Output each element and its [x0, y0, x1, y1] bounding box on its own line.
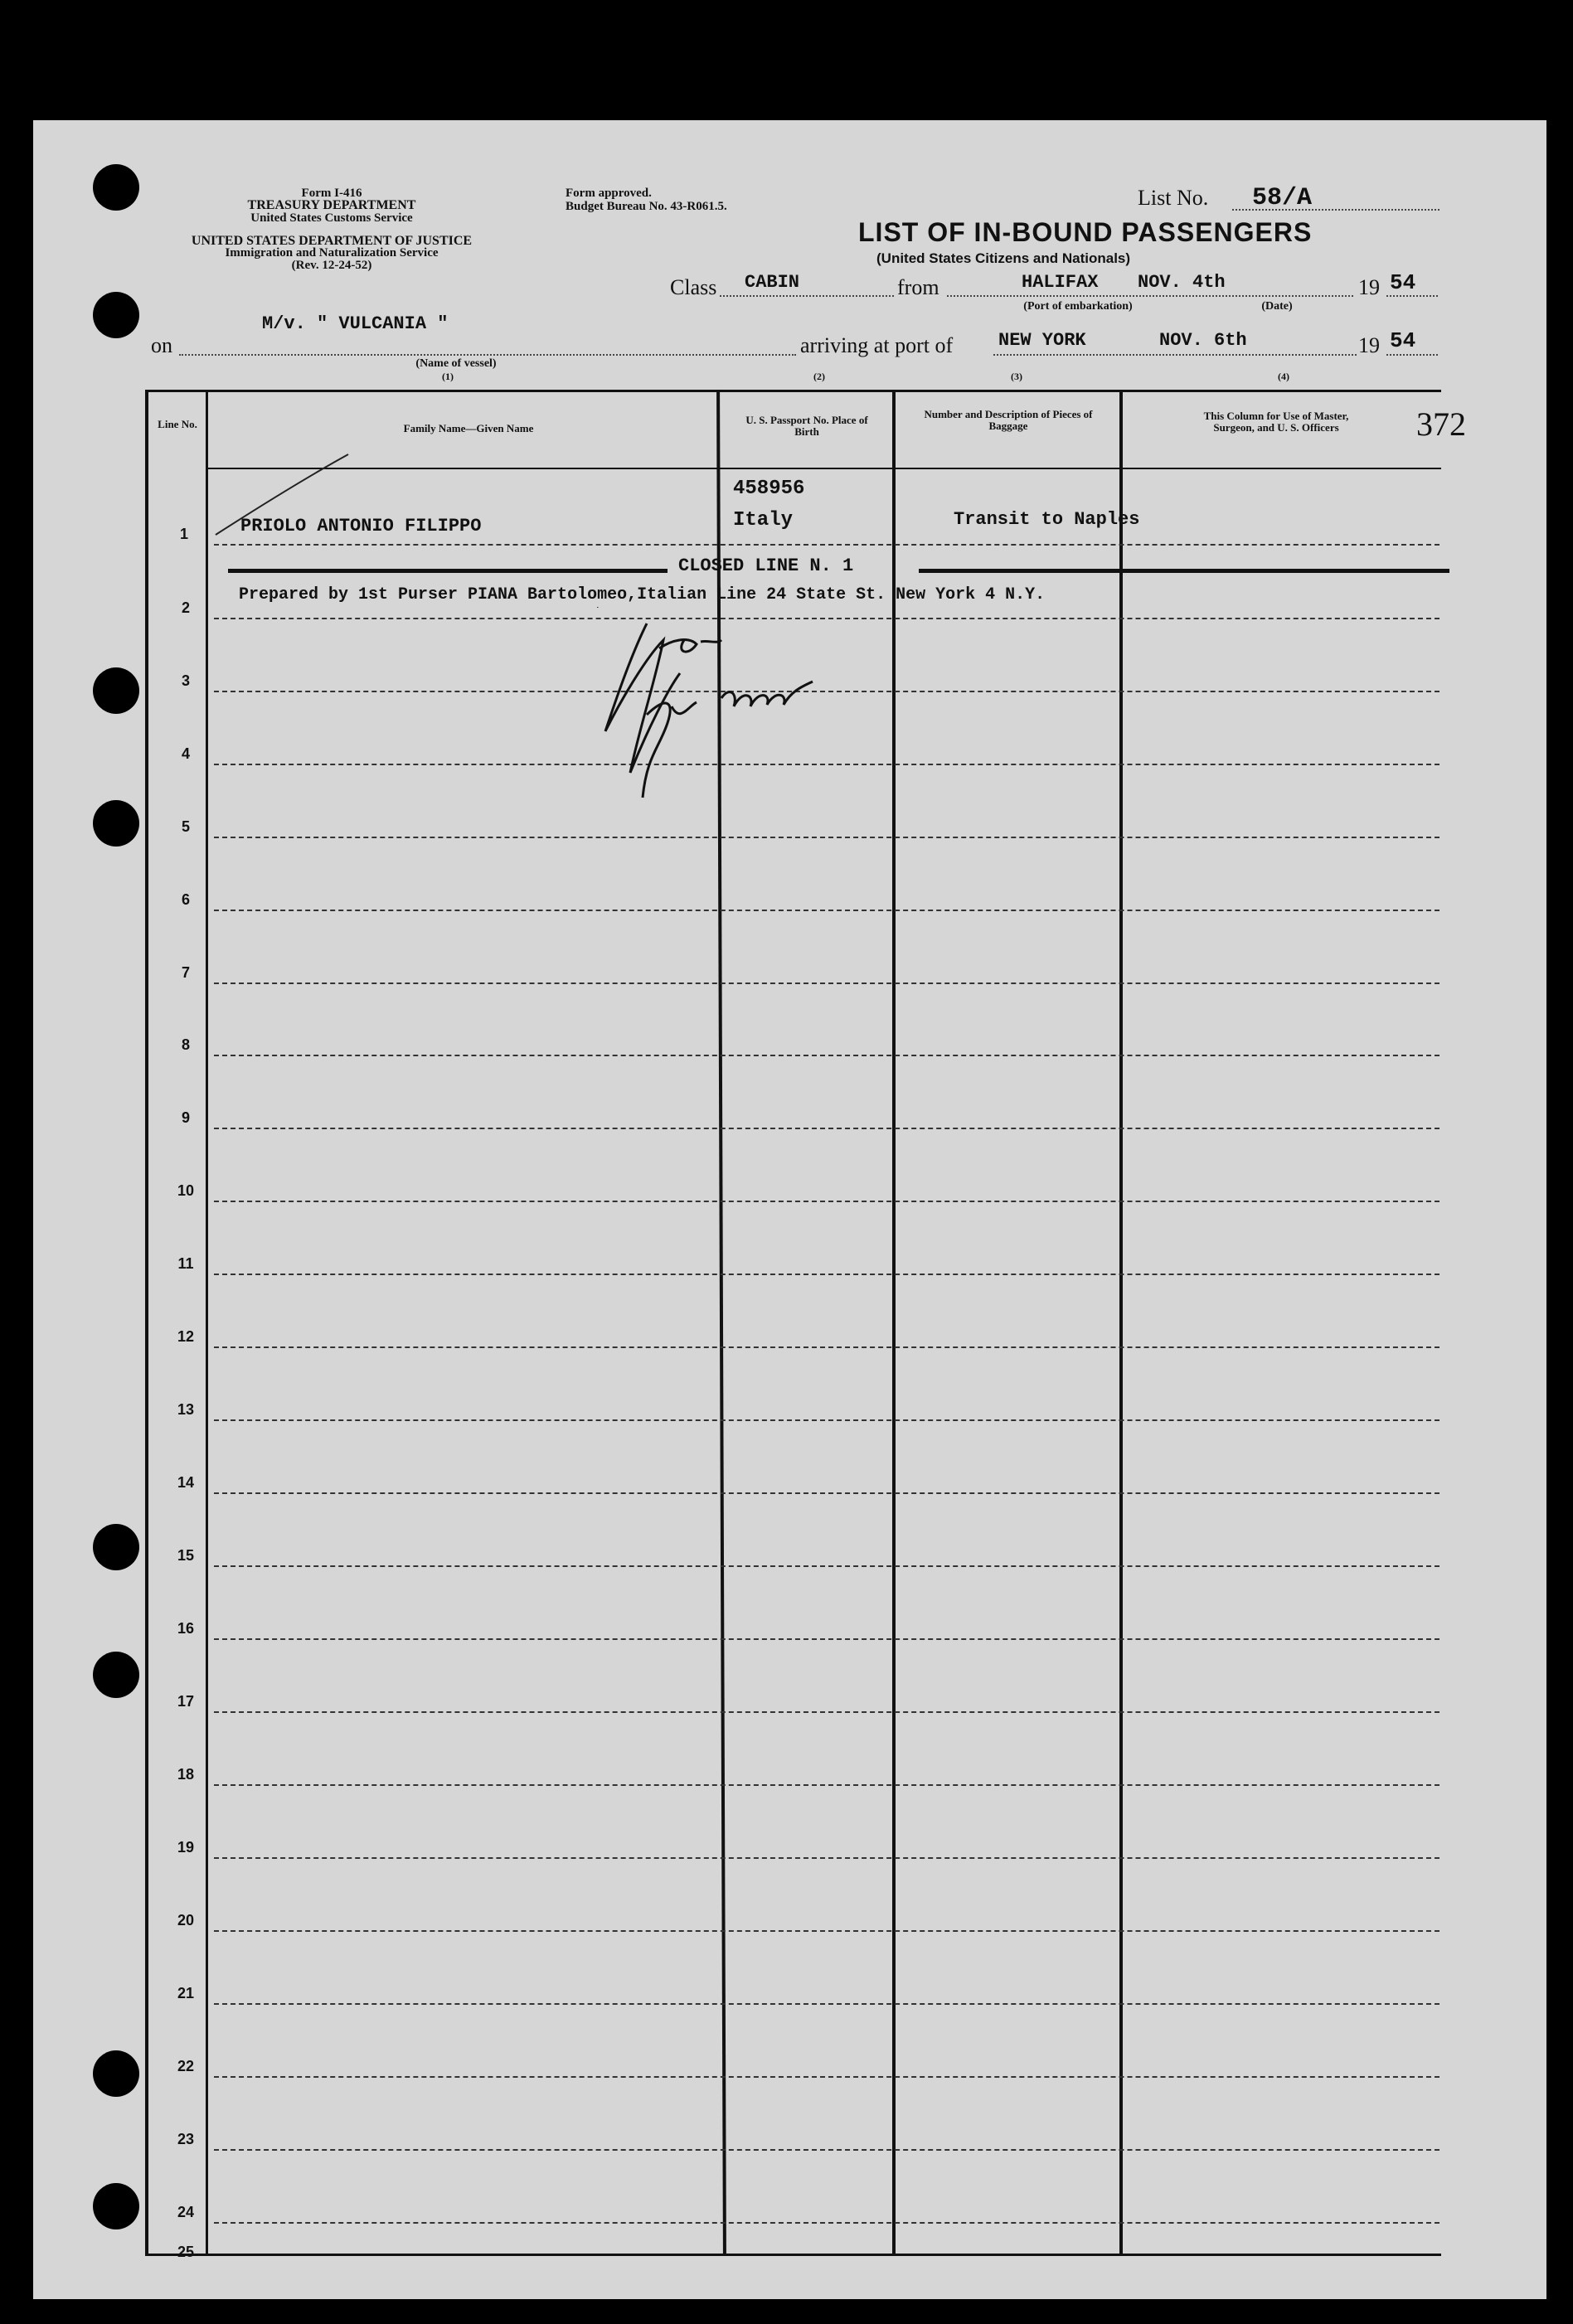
line-number: 14 — [177, 1474, 195, 1491]
binder-hole — [93, 800, 139, 847]
line-number: 23 — [177, 2131, 195, 2147]
list-label: List No. — [1138, 186, 1209, 210]
list-number-line — [1232, 209, 1439, 211]
class-value: CABIN — [745, 272, 800, 293]
on-label: on — [151, 333, 172, 357]
line-number: 15 — [177, 1547, 195, 1564]
row-guide-line — [214, 2003, 1439, 2005]
binder-hole — [93, 1652, 139, 1698]
vessel-name: M/v. " VULCANIA " — [262, 313, 449, 334]
line-number: 7 — [181, 964, 190, 981]
line-number: 20 — [177, 1912, 195, 1929]
baggage-note: Transit to Naples — [954, 509, 1140, 530]
row-guide-line — [214, 1128, 1439, 1129]
row-guide-line — [214, 1857, 1439, 1859]
from-line — [947, 295, 1353, 297]
closed-line-text: CLOSED LINE N. 1 — [678, 556, 854, 576]
arrival-line — [993, 354, 1357, 356]
passport-divider — [892, 390, 896, 2256]
page-title: LIST OF IN-BOUND PASSENGERS — [858, 217, 1313, 247]
col-number-4: (4) — [1278, 371, 1289, 382]
line-number: 9 — [181, 1109, 190, 1126]
year-line — [1386, 295, 1438, 297]
class-label: Class — [670, 275, 717, 299]
row-guide-line — [214, 1419, 1439, 1421]
stamp-number: 372 — [1416, 405, 1466, 443]
binder-hole — [93, 667, 139, 714]
line-number: 25 — [177, 2244, 195, 2260]
birthplace: Italy — [733, 509, 794, 531]
passenger-name: PRIOLO ANTONIO FILIPPO — [240, 516, 482, 536]
pen-stroke — [207, 448, 357, 539]
class-line — [720, 295, 894, 297]
line-number: 10 — [177, 1182, 195, 1199]
table-left-border — [145, 390, 148, 2256]
justice-department: UNITED STATES DEPARTMENT OF JUSTICE — [191, 234, 473, 248]
form-number: Form I-416 — [301, 187, 362, 200]
row-guide-line — [214, 982, 1439, 984]
row-guide-line — [214, 2076, 1439, 2078]
col-header-baggage: Number and Description of Pieces of Baggage — [924, 408, 1093, 432]
binder-hole — [93, 292, 139, 338]
passport-number: 458956 — [733, 478, 805, 500]
vessel-col-number: (1) — [442, 371, 454, 382]
departure-year: 54 — [1390, 270, 1416, 295]
immigration-service: Immigration and Naturalization Service — [225, 246, 439, 260]
binder-hole — [93, 2050, 139, 2097]
port-caption: (Port of embarkation) — [1023, 300, 1133, 313]
line-number: 11 — [177, 1255, 194, 1272]
closed-line-left — [228, 569, 668, 573]
from-port: HALIFAX — [1022, 272, 1099, 293]
arrival-year-line — [1386, 354, 1438, 356]
budget-bureau: Budget Bureau No. 43-R061.5. — [566, 200, 727, 213]
row-guide-line — [214, 2149, 1439, 2151]
binder-hole — [93, 1524, 139, 1570]
line-number: 19 — [177, 1839, 195, 1856]
revision-date: (Rev. 12-24-52) — [291, 259, 372, 272]
line-number: 16 — [177, 1620, 195, 1637]
arrival-date: NOV. 6th — [1159, 330, 1247, 351]
table-top-border — [145, 390, 1441, 392]
row-guide-line — [214, 1930, 1439, 1932]
row-guide-line — [214, 2222, 1439, 2224]
handwritten-signature — [597, 607, 846, 806]
line-number: 2 — [181, 599, 190, 616]
departure-date: NOV. 4th — [1138, 272, 1226, 293]
line-number: 8 — [181, 1036, 190, 1053]
vessel-line — [179, 354, 796, 356]
line-number: 3 — [181, 672, 190, 689]
row-guide-line — [214, 1274, 1439, 1275]
line-number: 18 — [177, 1766, 195, 1783]
list-number: 58/A — [1252, 184, 1313, 212]
row-guide-line — [214, 1711, 1439, 1713]
arrival-year-prefix: 19 — [1358, 333, 1380, 357]
col-number-3: (3) — [1011, 371, 1022, 382]
col-header-passport: U. S. Passport No. Place of Birth — [745, 414, 868, 438]
vessel-caption: (Name of vessel) — [415, 357, 497, 370]
baggage-divider — [1119, 390, 1123, 2256]
row-guide-line — [214, 1784, 1439, 1786]
arriving-label: arriving at port of — [800, 333, 954, 357]
line-number: 1 — [179, 526, 188, 542]
customs-service: United States Customs Service — [250, 211, 413, 225]
line-number: 21 — [177, 1985, 195, 2001]
binder-hole — [93, 164, 139, 211]
row-guide-line — [214, 1201, 1439, 1202]
row-guide-line — [214, 910, 1439, 911]
row-guide-line — [214, 1346, 1439, 1348]
col-number-2: (2) — [813, 371, 825, 382]
line-number: 5 — [181, 818, 190, 835]
table-bottom-border — [145, 2254, 1441, 2256]
line-number: 24 — [177, 2204, 195, 2220]
year-prefix: 19 — [1358, 275, 1380, 299]
treasury-department: TREASURY DEPARTMENT — [247, 198, 416, 212]
row-guide-line — [214, 1055, 1439, 1056]
line-no-divider — [206, 390, 208, 2256]
line-number: 4 — [181, 745, 190, 762]
date-caption: (Date) — [1261, 300, 1293, 313]
row-guide-line — [214, 1492, 1439, 1494]
line-number: 17 — [177, 1693, 195, 1710]
col-header-name: Family Name—Given Name — [403, 422, 534, 434]
page-subtitle: (United States Citizens and Nationals) — [876, 250, 1131, 266]
arrival-year: 54 — [1390, 328, 1416, 353]
col-header-line-no: Line No. — [158, 418, 197, 430]
closed-line-right — [919, 569, 1449, 573]
line-number: 12 — [177, 1328, 195, 1345]
row-guide-line — [214, 1565, 1439, 1567]
col-header-officers: This Column for Use of Master, Surgeon, and U. S. Officers — [1203, 410, 1349, 434]
row-guide-line — [214, 1638, 1439, 1640]
form-approved: Form approved. — [566, 187, 652, 200]
line-number: 13 — [177, 1401, 195, 1418]
row-guide-line — [214, 837, 1439, 838]
line-number: 22 — [177, 2058, 195, 2074]
arrival-port: NEW YORK — [998, 330, 1086, 351]
header-bottom-border — [207, 468, 1441, 469]
row-guide-line — [214, 544, 1439, 546]
preparer-note: Prepared by 1st Purser PIANA Bartolomeo,Italian Line 24 State St. New York 4 N.Y. — [239, 585, 1046, 604]
from-label: from — [897, 275, 939, 299]
binder-hole — [93, 2183, 139, 2229]
line-number: 6 — [181, 891, 190, 908]
